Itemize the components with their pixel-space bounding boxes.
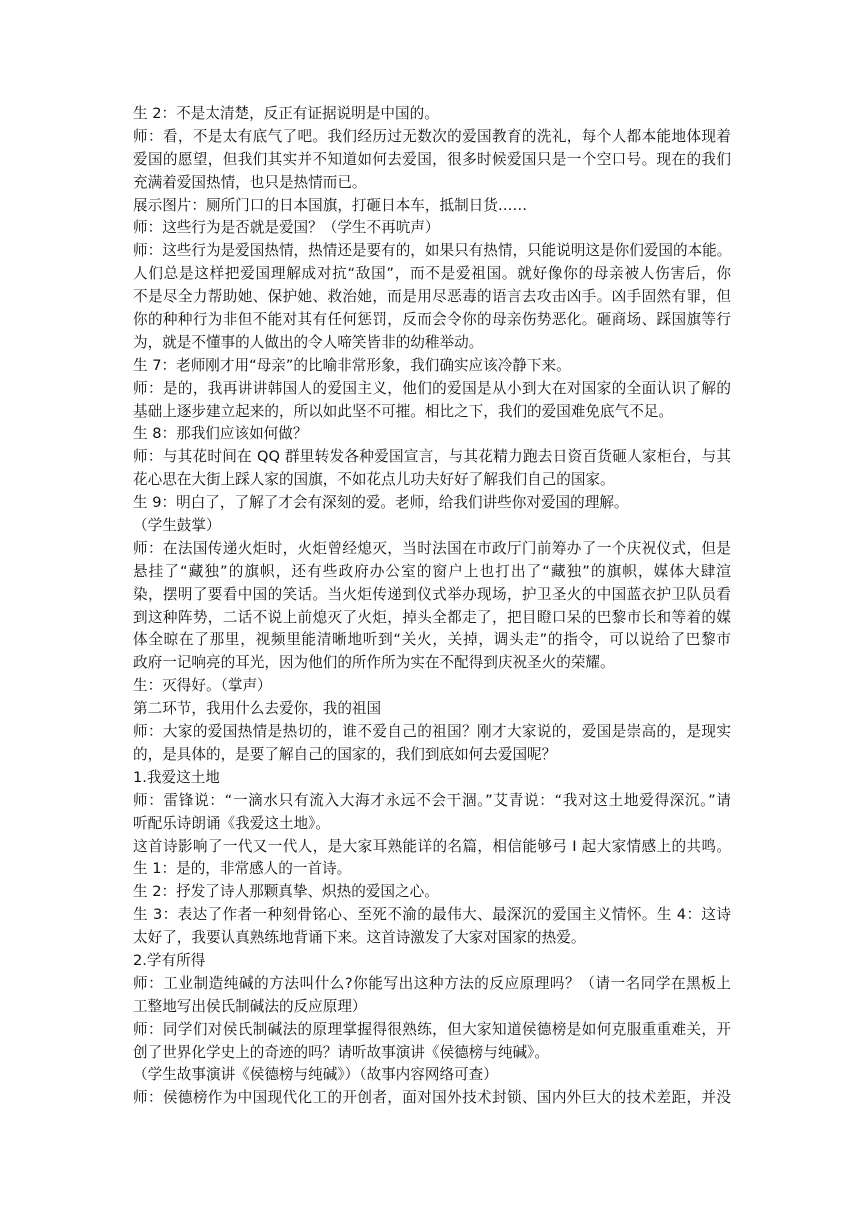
text-line: 生 8：那我们应该如何做？ [133, 425, 308, 443]
text-line: 师：在法国传递火炬时，火炬曾经熄灭，当时法国在市政厅门前筹办了一个庆祝仪式，但是 [133, 539, 731, 557]
text-line: 体全晾在了那里，视频里能清晰地听到“关火，关掉，调头走”的指令，可以说给了巴黎市 [133, 631, 731, 649]
text-line: 为，就是不懂事的人做出的令人啼笑皆非的幼稚举动。 [133, 333, 484, 351]
text-line: 师：大家的爱国热情是热切的，谁不爱自己的祖国？刚才大家说的，爱国是崇高的，是现实 [133, 723, 731, 741]
text-line: 师：这些行为是爱国热情，热情还是要有的，如果只有热情，只能说明这是你们爱国的本能。 [133, 242, 731, 260]
text-line: 师：工业制造纯碱的方法叫什么?你能写出这种方法的反应原理吗？（请一名同学在黑板上 [133, 974, 731, 992]
text-line: 太好了，我要认真熟练地背诵下来。这首诗激发了大家对国家的热爱。 [133, 929, 586, 947]
text-line: 师：是的，我再讲讲韩国人的爱国主义，他们的爱国是从小到大在对国家的全面认识了解的 [133, 379, 731, 397]
text-line: 人们总是这样把爱国理解成对抗“敌国”，而不是爱祖国。就好像你的母亲被人伤害后，你 [133, 265, 731, 283]
text-line: 创了世界化学史上的奇迹的吗？请听故事演讲《侯德榜与纯碱》。 [133, 1043, 549, 1061]
section-heading: 第二环节，我用什么去爱你，我的祖国 [133, 700, 382, 718]
text-line: 充满着爱国热情，也只是热情而已。 [133, 173, 367, 191]
text-line: 的，是具体的，是要了解自己的国家的，我们到底如何去爱国呢？ [133, 745, 557, 763]
text-line: 到这种阵势，二话不说上前熄灭了火炬，掉头全都走了，把目瞪口呆的巴黎市长和等着的媒 [133, 608, 731, 626]
text-line: 爱国的愿望，但我们其实并不知道如何去爱国，很多时候爱国只是一个空口号。现在的我们 [133, 150, 731, 168]
text-line: 政府一记响亮的耳光，因为他们的所作所为实在不配得到庆祝圣火的荣耀。 [133, 654, 615, 672]
text-line: 基础上逐步建立起来的，所以如此坚不可摧。相比之下，我们的爱国难免底气不足。 [133, 402, 673, 420]
text-line: 生 2：不是太清楚，反正有证据说明是中国的。 [133, 105, 439, 122]
subsection-heading: 1.我爱这土地 [133, 768, 220, 786]
text-line: 不是尽全力帮助她、保护她、救治她，而是用尽恶毒的语言去攻击凶手。凶手固然有罪，但 [133, 288, 731, 306]
text-line: 生 2：抒发了诗人那颗真挚、炽热的爱国之心。 [133, 883, 439, 901]
text-line: 展示图片：厕所门口的日本国旗，打砸日本车，抵制日货…… [133, 196, 528, 214]
text-line: 染，摆明了要看中国的笑话。当火炬传递到仪式举办现场，护卫圣火的中国蓝衣护卫队员看 [133, 585, 731, 603]
text-line: 悬挂了“藏独”的旗帜，还有些政府办公室的窗户上也打出了“藏独”的旗帜，媒体大肆渲 [133, 562, 731, 580]
text-line: （学生鼓掌） [133, 517, 221, 535]
subsection-heading: 2.学有所得 [133, 951, 206, 969]
text-line: 生 1：是的，非常感人的一首诗。 [133, 860, 352, 878]
text-line: 师：这些行为是否就是爱国？（学生不再吭声） [133, 219, 440, 237]
text-line: 生 9：明白了，了解了才会有深刻的爱。老师，给我们讲些你对爱国的理解。 [133, 494, 629, 512]
text-line: 你的种种行为非但不能对其有任何惩罚，反而会令你的母亲伤势恶化。砸商场、踩国旗等行 [133, 311, 731, 329]
text-line: 生：灭得好。（掌声） [133, 677, 272, 695]
text-line: 师：看，不是太有底气了吧。我们经历过无数次的爱国教育的洗礼，每个人都本能地体现着 [133, 127, 731, 145]
text-line: 师：同学们对侯氏制碱法的原理掌握得很熟练，但大家知道侯德榜是如何克服重重难关，开 [133, 1020, 731, 1038]
text-line: 师：雷锋说：“一滴水只有流入大海才永远不会干涸。”艾青说：“我对这土地爱得深沉。”请 [133, 791, 731, 809]
text-line: （学生故事演讲《侯德榜与纯碱》）（故事内容网络可查） [133, 1066, 498, 1084]
text-line: 花心思在大街上踩人家的国旗，不如花点儿功夫好好了解我们自己的国家。 [133, 471, 615, 489]
text-line: 听配乐诗朗诵《我爱这土地》。 [133, 814, 331, 832]
text-line: 师：侯德榜作为中国现代化工的开创者，面对国外技术封锁、国内外巨大的技术差距，并没 [133, 1089, 731, 1107]
text-line: 师：与其花时间在 QQ 群里转发各种爱国宣言，与其花精力跑去日资百货砸人家柜台，与其 [133, 448, 731, 466]
text-line: 这首诗影响了一代又一代人，是大家耳熟能详的名篇，相信能够弓 I 起大家情感上的共鸣。 [133, 837, 731, 855]
text-line: 生 7：老师刚才用“母亲”的比喻非常形象，我们确实应该冷静下来。 [133, 356, 571, 374]
text-line: 工整地写出侯氏制碱法的反应原理） [133, 997, 367, 1015]
document-body [133, 103, 731, 1110]
text-line: 生 3：表达了作者一种刻骨铭心、至死不渝的最伟大、最深沉的爱国主义情怀。生 4：这诗 [133, 906, 731, 924]
